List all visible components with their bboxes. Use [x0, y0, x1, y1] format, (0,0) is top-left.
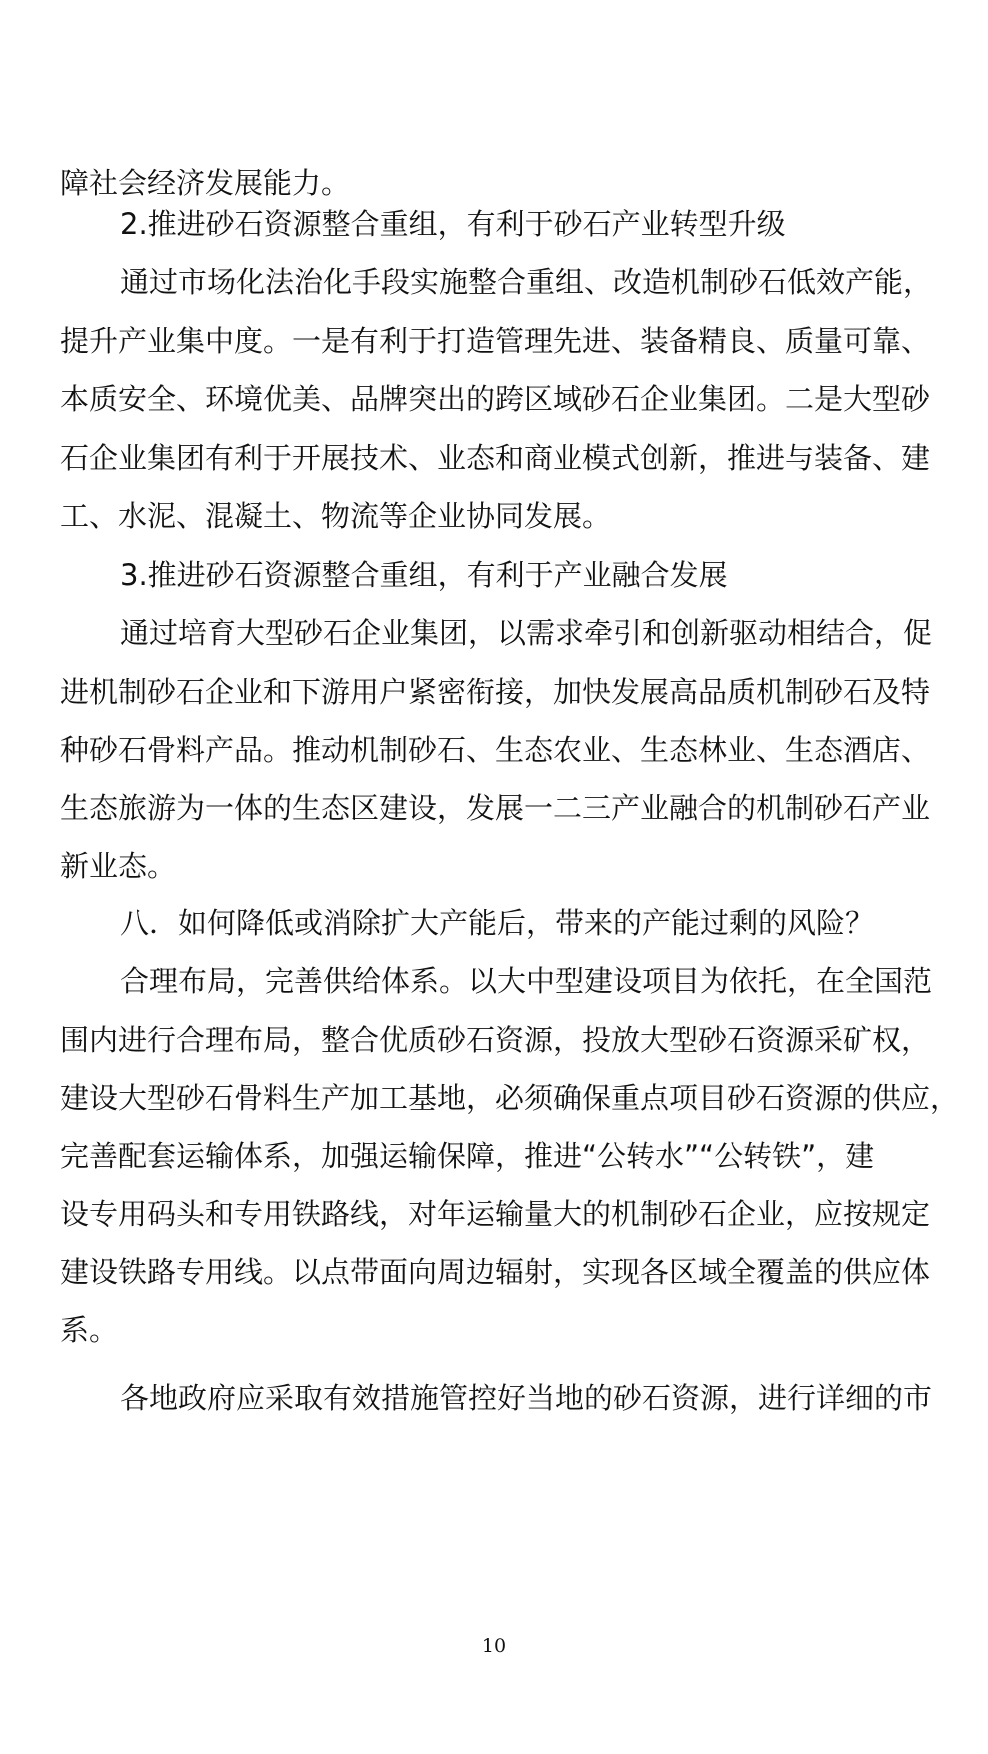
section-heading-3: 3.推进砂石资源整合重组，有利于产业融合发展	[120, 558, 728, 592]
text-line-10: 进机制砂石企业和下游用户紧密衔接，加快发展高品质机制砂石及特	[60, 675, 931, 709]
text-line-19: 设专用码头和专用铁路线，对年运输量大的机制砂石企业，应按规定	[60, 1197, 931, 1231]
text-line-22: 各地政府应采取有效措施管控好当地的砂石资源，进行详细的市	[120, 1381, 933, 1415]
text-line-3: 通过市场化法治化手段实施整合重组、改造机制砂石低效产能，	[120, 265, 933, 299]
text-line-1: 障社会经济发展能力。	[60, 166, 351, 200]
text-line-18: 完善配套运输体系，加强运输保障，推进“公转水”“公转铁”，建	[60, 1139, 875, 1173]
text-line-13: 新业态。	[60, 849, 177, 883]
text-line-20: 建设铁路专用线。以点带面向周边辐射，实现各区域全覆盖的供应体	[60, 1255, 931, 1289]
text-line-4: 提升产业集中度。一是有利于打造管理先进、装备精良、质量可靠、	[60, 324, 931, 358]
text-line-11: 种砂石骨料产品。推动机制砂石、生态农业、生态林业、生态酒店、	[60, 733, 931, 767]
section-heading-2: 2.推进砂石资源整合重组，有利于砂石产业转型升级	[120, 207, 786, 241]
text-line-5: 本质安全、环境优美、品牌突出的跨区域砂石企业集团。二是大型砂	[60, 382, 931, 416]
page-number: 10	[481, 1635, 507, 1657]
text-line-7: 工、水泥、混凝土、物流等企业协同发展。	[60, 499, 612, 533]
text-line-6: 石企业集团有利于开展技术、业态和商业模式创新，推进与装备、建	[60, 441, 931, 475]
section-heading-8: 八．如何降低或消除扩大产能后，带来的产能过剩的风险？	[120, 906, 875, 940]
text-line-17: 建设大型砂石骨料生产加工基地，必须确保重点项目砂石资源的供应，	[60, 1081, 960, 1115]
text-line-16: 围内进行合理布局，整合优质砂石资源，投放大型砂石资源采矿权，	[60, 1023, 931, 1057]
text-line-9: 通过培育大型砂石企业集团，以需求牵引和创新驱动相结合，促	[120, 616, 933, 650]
text-line-21: 系。	[60, 1313, 119, 1347]
text-line-12: 生态旅游为一体的生态区建设，发展一二三产业融合的机制砂石产业	[60, 791, 931, 825]
text-line-15: 合理布局，完善供给体系。以大中型建设项目为依托，在全国范	[120, 964, 933, 998]
